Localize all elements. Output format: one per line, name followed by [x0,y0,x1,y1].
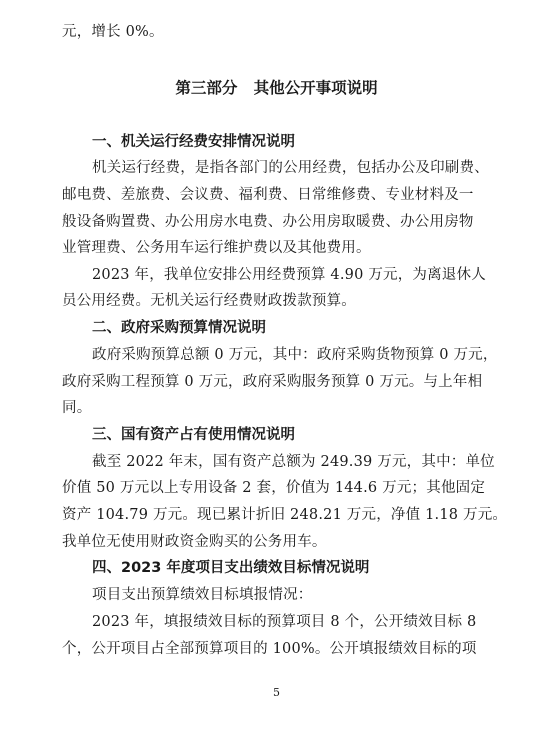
section-heading-3: 三、国有资产占有使用情况说明 [92,427,295,443]
text-line: 政府采购工程预算 0 万元，政府采购服务预算 0 万元。与上年相 [62,374,483,390]
text-line: 资产 104.79 万元。现已累计折旧 248.21 万元，净值 1.18 万元。 [62,507,508,523]
text-line: 般设备购置费、办公用房水电费、办公用房取暖费、办公用房物 [62,214,474,230]
text-line: 个，公开项目占全部预算项目的 100%。公开填报绩效目标的项 [62,641,477,657]
text-line: 价值 50 万元以上专用设备 2 套，价值为 144.6 万元；其他固定 [62,480,486,496]
text-line: 邮电费、差旅费、会议费、福利费、日常维修费、专业材料及一 [62,187,474,203]
page-number: 5 [273,686,280,699]
section-heading-4: 四、2023 年度项目支出绩效目标情况说明 [92,560,370,576]
text-line: 2023 年，我单位安排公用经费预算 4.90 万元，为离退休人 [92,267,486,283]
text-line: 项目支出预算绩效目标填报情况： [92,587,313,603]
text-line: 元，增长 0%。 [62,24,164,40]
section-heading-1: 一、机关运行经费安排情况说明 [92,134,295,150]
text-line: 我单位无使用财政资金购买的公务用车。 [62,534,327,550]
part-title: 第三部分 其他公开事项说明 [175,79,378,97]
text-line: 同。 [62,400,92,416]
text-line: 业管理费、公务用车运行维护费以及其他费用。 [62,240,371,256]
text-line: 2023 年，填报绩效目标的预算项目 8 个，公开绩效目标 8 [92,614,477,630]
text-line: 机关运行经费，是指各部门的公用经费，包括办公及印刷费、 [92,160,489,176]
section-heading-2: 二、政府采购预算情况说明 [92,320,266,336]
text-line: 政府采购预算总额 0 万元，其中：政府采购货物预算 0 万元， [92,347,498,363]
text-line: 截至 2022 年末，国有资产总额为 249.39 万元，其中：单位 [92,454,495,470]
text-line: 员公用经费。无机关运行经费财政拨款预算。 [62,293,356,309]
